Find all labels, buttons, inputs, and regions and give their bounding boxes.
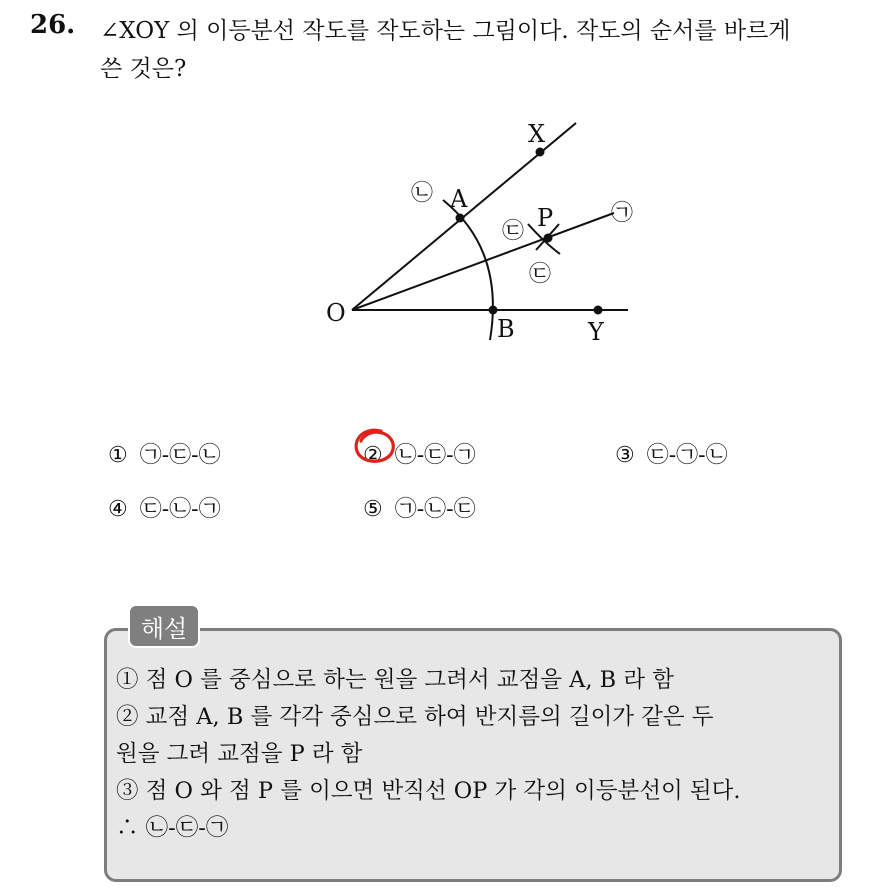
step-label-n: ㉡ <box>411 181 434 206</box>
point-p-dot <box>544 234 553 243</box>
question-text <box>100 12 870 88</box>
question-line-1: ∠XOY 의 이등분선 작도를 작도하는 그림이다. 작도의 순서를 바르게 <box>100 18 791 44</box>
label-x: X <box>528 120 546 148</box>
label-y: Y <box>588 318 604 346</box>
choice-1[interactable] <box>108 438 221 469</box>
step-label-d1: ㉢ <box>502 219 525 244</box>
choice-1-text: ㉠-㉢-㉡ <box>139 443 221 468</box>
point-x-dot <box>536 148 545 157</box>
ray-op <box>352 213 614 310</box>
choice-4-text: ㉢-㉡-㉠ <box>139 497 221 522</box>
step-label-g: ㉠ <box>611 201 634 226</box>
label-o: O <box>326 299 346 327</box>
choice-5[interactable] <box>363 492 476 523</box>
choice-5-number: ⑤ <box>363 497 383 522</box>
label-a: A <box>450 185 468 213</box>
explanation-text <box>116 662 836 847</box>
question-number: 26. <box>30 10 76 40</box>
choice-4[interactable] <box>108 492 221 523</box>
point-a-dot <box>456 214 465 223</box>
explanation-line-3: 원을 그려 교점을 P 라 함 <box>116 741 363 767</box>
explanation-line-2: ② 교점 A, B 를 각각 중심으로 하여 반지름의 길이가 같은 두 <box>116 704 714 730</box>
arc-ab <box>443 200 493 340</box>
explanation-tag: 해설 <box>128 604 200 648</box>
step-label-d2: ㉢ <box>529 262 552 287</box>
explanation-line-1: ① 점 O 를 중심으로 하는 원을 그려서 교점을 A, B 라 함 <box>116 667 674 693</box>
choice-2-text: ㉡-㉢-㉠ <box>394 443 476 468</box>
choice-5-text: ㉠-㉡-㉢ <box>394 497 476 522</box>
choice-3-number: ③ <box>615 443 635 468</box>
explanation-line-4: ③ 점 O 와 점 P 를 이으면 반직선 OP 가 각의 이등분선이 된다. <box>116 778 741 804</box>
explanation-line-5: ∴ ㉡-㉢-㉠ <box>116 815 229 841</box>
choice-4-number: ④ <box>108 497 128 522</box>
choice-2-number: ② <box>363 443 383 468</box>
point-y-dot <box>594 306 603 315</box>
label-p: P <box>537 204 554 232</box>
answer-circle-mark <box>351 426 399 466</box>
choice-3[interactable] <box>615 438 728 469</box>
choice-1-number: ① <box>108 443 128 468</box>
label-b: B <box>497 315 515 343</box>
point-b-dot <box>489 306 498 315</box>
choice-3-text: ㉢-㉠-㉡ <box>646 443 728 468</box>
angle-bisector-figure <box>300 100 660 360</box>
question-line-2: 쓴 것은? <box>100 56 187 82</box>
